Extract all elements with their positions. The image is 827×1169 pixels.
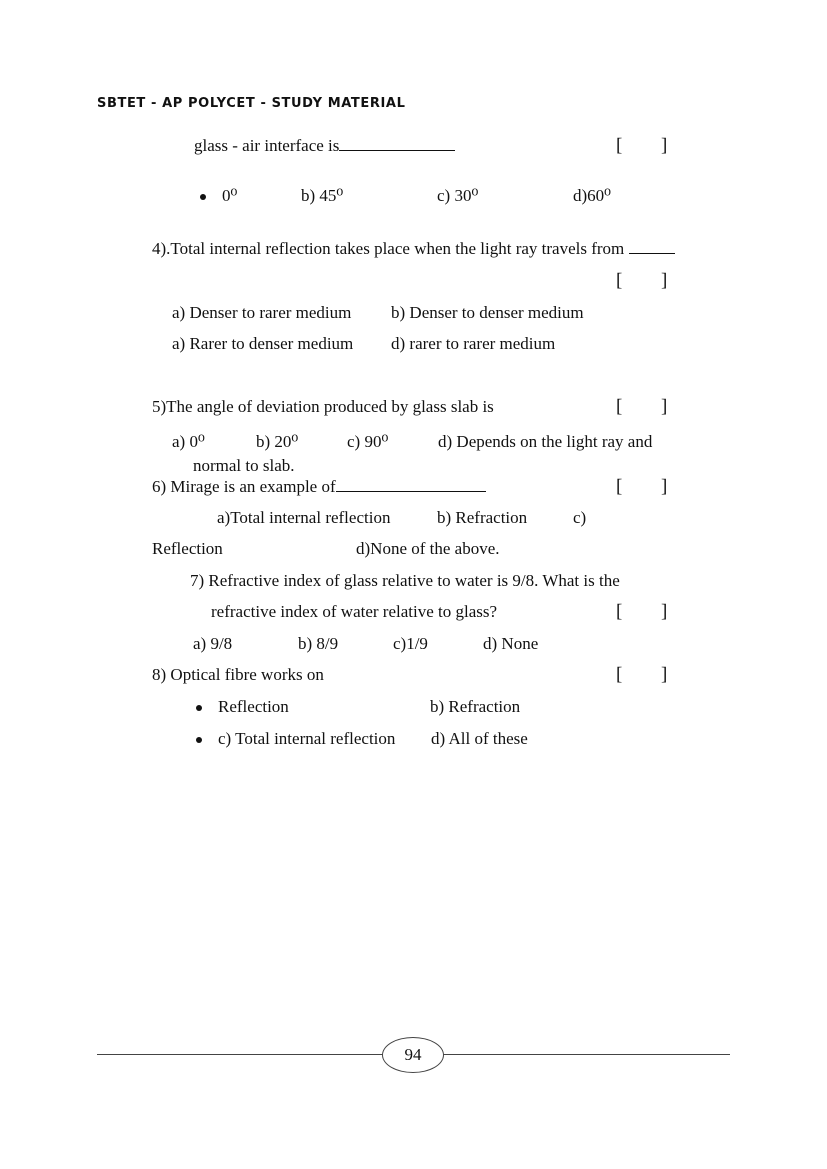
running-header: SBTET - AP POLYCET - STUDY MATERIAL xyxy=(97,96,406,111)
q3-option-a: 0⁰ xyxy=(222,186,238,205)
q5-stem: 5)The angle of deviation produced by glass slab is xyxy=(152,397,494,416)
q7-stem-line1: 7) Refractive index of glass relative to water is 9/8. What is the xyxy=(190,571,620,590)
q4-bracket-open: [ xyxy=(616,270,623,291)
q7-stem-line2: refractive index of water relative to glass? xyxy=(211,602,498,621)
q6-bracket-close: ] xyxy=(661,476,668,497)
q4-option-c: a) Rarer to denser medium xyxy=(172,334,354,353)
q5-option-d-continuation: normal to slab. xyxy=(193,456,295,475)
q6-answer-blank xyxy=(336,478,486,492)
q4-bracket-close: ] xyxy=(661,270,668,291)
q5-option-d: d) Depends on the light ray and xyxy=(438,432,653,451)
q6-option-b: b) Refraction xyxy=(437,508,528,527)
q6-option-a: a)Total internal reflection xyxy=(217,508,391,527)
q7-option-a: a) 9/8 xyxy=(193,634,233,653)
q5-option-b: b) 20⁰ xyxy=(256,432,299,451)
page-number-badge xyxy=(382,1037,444,1073)
q3-bracket-open: [ xyxy=(616,135,623,156)
page-number: 94 xyxy=(404,1045,422,1064)
q8-option-d: d) All of these xyxy=(431,729,528,748)
q8-bracket-close: ] xyxy=(661,664,668,685)
q8-option-a: Reflection xyxy=(218,697,289,716)
q8-option-b: b) Refraction xyxy=(430,697,521,716)
q3-answer-blank xyxy=(339,137,455,151)
bullet-icon xyxy=(196,705,202,711)
q3-stem: glass - air interface is xyxy=(194,137,455,154)
q3-option-d: d)60⁰ xyxy=(573,186,611,205)
footer-rule-left xyxy=(97,1054,383,1055)
q4-stem: 4).Total internal reflection takes place when the light ray travels from xyxy=(152,240,675,257)
bullet-icon xyxy=(200,194,206,200)
q5-option-c: c) 90⁰ xyxy=(347,432,389,451)
q4-option-d: d) rarer to rarer medium xyxy=(391,334,556,353)
q7-option-d: d) None xyxy=(483,634,539,653)
q3-option-c: c) 30⁰ xyxy=(437,186,479,205)
q6-option-c-text: Reflection xyxy=(152,539,223,558)
q6-bracket-open: [ xyxy=(616,476,623,497)
q7-bracket-open: [ xyxy=(616,601,623,622)
q3-option-b: b) 45⁰ xyxy=(301,186,344,205)
q4-answer-blank xyxy=(629,240,675,254)
q7-bracket-close: ] xyxy=(661,601,668,622)
bullet-icon xyxy=(196,737,202,743)
q4-option-b: b) Denser to denser medium xyxy=(391,303,584,322)
q8-stem: 8) Optical fibre works on xyxy=(152,665,324,684)
q6-option-d: d)None of the above. xyxy=(356,539,500,558)
q3-bracket-close: ] xyxy=(661,135,668,156)
q6-stem: 6) Mirage is an example of xyxy=(152,478,486,495)
q8-bracket-open: [ xyxy=(616,664,623,685)
q4-option-a: a) Denser to rarer medium xyxy=(172,303,352,322)
q5-bracket-open: [ xyxy=(616,396,623,417)
q7-option-c: c)1/9 xyxy=(393,634,428,653)
q8-option-c: c) Total internal reflection xyxy=(218,729,396,748)
q7-option-b: b) 8/9 xyxy=(298,634,339,653)
q5-option-a: a) 0⁰ xyxy=(172,432,205,451)
q6-option-c-label: c) xyxy=(573,508,587,527)
footer-rule-right xyxy=(443,1054,730,1055)
q5-bracket-close: ] xyxy=(661,396,668,417)
